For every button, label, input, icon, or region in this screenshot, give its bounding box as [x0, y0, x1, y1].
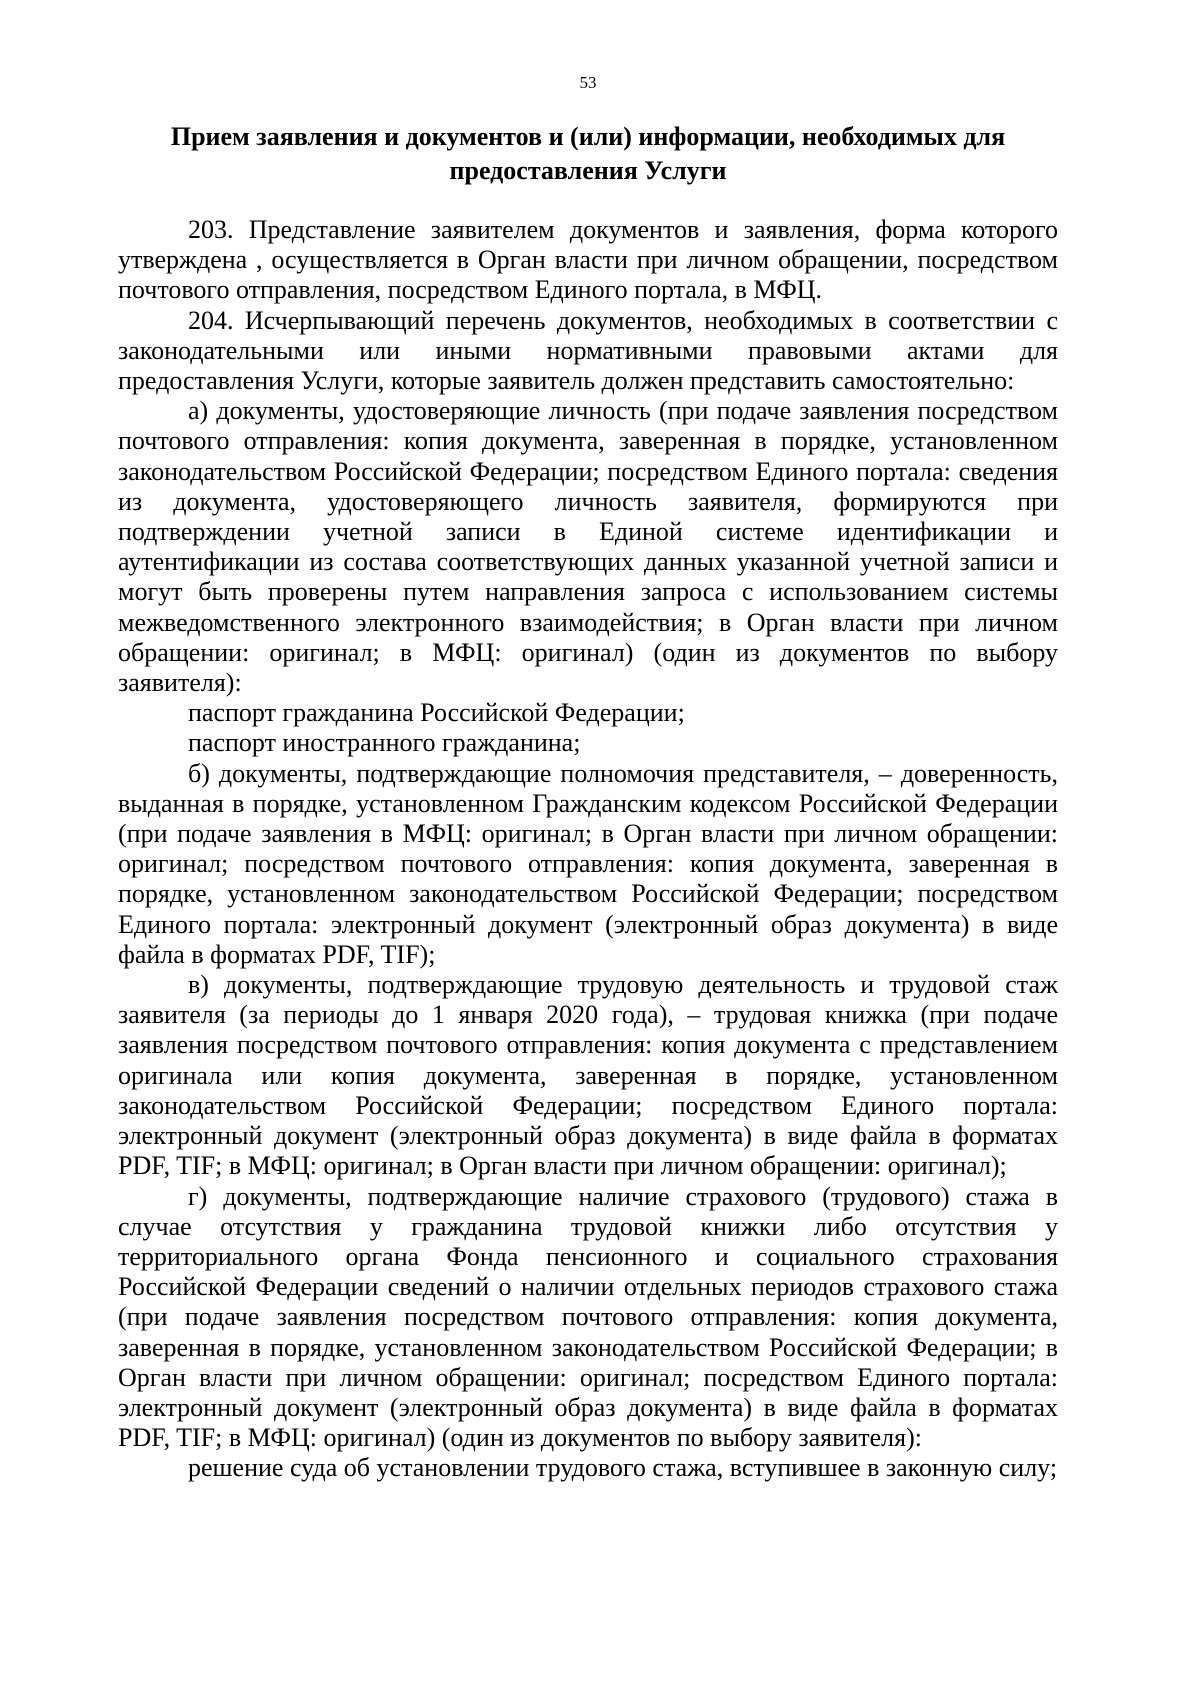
list-subitem-passport-foreign: паспорт иностранного гражданина;: [188, 728, 581, 758]
list-subitem-court-decision: решение суда об установлении трудового стажа, вступившее в законную силу;: [188, 1453, 1058, 1483]
section-heading-line-2: предоставления Услуги: [449, 156, 727, 185]
paragraph-203: 203. Представление заявителем документов и заявления, форма которого утверждена , осуществляется в Орган власти при личном обращении, посредством почтового отправления, посредством Единого портала, в МФЦ.: [118, 215, 1058, 305]
list-item-a: а) документы, удостоверяющие личность (при подаче заявления посредством почтового отправления: копия документа, заверенная в порядке, установленном законодательством Российской Федерации; посредством Единого портала: сведения из документа, удостоверяющего личность заявителя, формируются при подтверждении учетной записи в Единой системе идентификации и аутентификации из состава соответствующих данных указанной учетной записи и могут быть проверены путем направления запроса с использованием системы межведомственного электронного взаимодействия; в Орган власти при личном обращении: оригинал; в МФЦ: оригинал) (один из документов по выбору заявителя):: [118, 396, 1058, 698]
section-heading-line-1: Прием заявления и документов и (или) информации, необходимых для: [170, 122, 1006, 151]
document-body: [118, 215, 1058, 1484]
list-item-b: б) документы, подтверждающие полномочия представителя, – доверенность, выданная в порядке, установленном Гражданским кодексом Российской Федерации (при подаче заявления в МФЦ: оригинал; в Орган власти при личном обращении: оригинал; посредством почтового отправления: копия документа, заверенная в порядке, установленном законодательством Российской Федерации; посредством Единого портала: электронный документ (электронный образ документа) в виде файла в форматах PDF, TIF);: [118, 758, 1058, 969]
list-item-v: в) документы, подтверждающие трудовую деятельность и трудовой стаж заявителя (за периоды до 1 января 2020 года), – трудовая книжка (при подаче заявления посредством почтового отправления: копия документа с представлением оригинала или копия документа, заверенная в порядке, установленном законодательством Российской Федерации; посредством Единого портала: электронный документ (электронный образ документа) в виде файла в форматах PDF, TIF; в МФЦ: оригинал; в Орган власти при личном обращении: оригинал);: [118, 970, 1058, 1181]
section-heading: [118, 120, 1058, 188]
paragraph-204: 204. Исчерпывающий перечень документов, необходимых в соответствии с законодательными или иными нормативными правовыми актами для предоставления Услуги, которые заявитель должен представить самостоятельно:: [118, 305, 1058, 396]
list-item-g: г) документы, подтверждающие наличие страхового (трудового) стажа в случае отсутствия у гражданина трудовой книжки либо отсутствия у территориального органа Фонда пенсионного и социального страхования Российской Федерации сведений о наличии отдельных периодов страхового стажа (при подаче заявления посредством почтового отправления: копия документа, заверенная в порядке, установленном законодательством Российской Федерации; в Орган власти при личном обращении: оригинал; посредством Единого портала: электронный документ (электронный образ документа) в виде файла в форматах PDF, TIF; в МФЦ: оригинал) (один из документов по выбору заявителя):: [118, 1181, 1058, 1453]
page-number: 53: [579, 73, 597, 92]
list-subitem-passport-rf: паспорт гражданина Российской Федерации;: [188, 698, 685, 728]
